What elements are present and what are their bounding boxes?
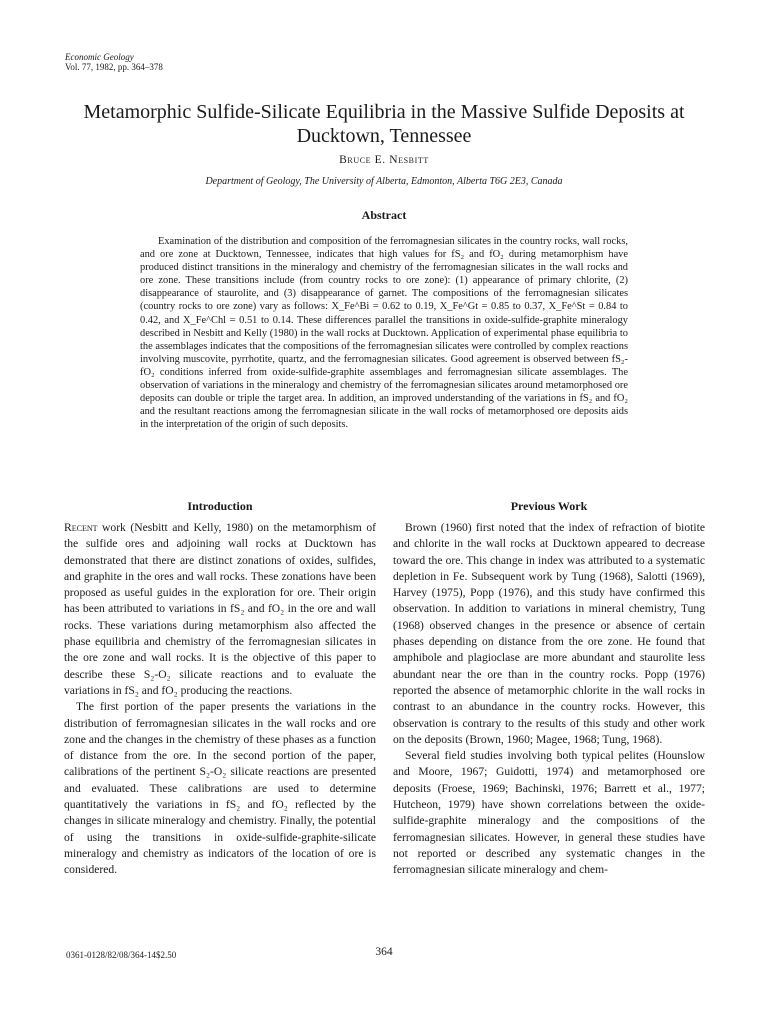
abstract-body (140, 235, 628, 431)
journal-volume: Vol. 77, 1982, pp. 364–378 (65, 62, 163, 72)
abstract-heading: Abstract (361, 208, 407, 222)
article-code: 0361-0128/82/08/364-14$2.50 (66, 950, 177, 960)
abstract-text: Examination of the distribution and composition of the ferromagnesian silicates in the country rocks, wall rocks, and ore zone at Ducktown, Tennessee, indicates that high values for fS₂ and fO₂ during metamorphism have produced distinct transitions in the mineralogy and chemistry of the ferromagnesian silicates in the wall rocks and ore zone. These transitions include (from country rocks to ore zone): (1) appearance of primary chlorite, (2) disappearance of staurolite, and (3) disappearance of garnet. The compositions of the ferromagnesian silicates (country rocks to ore zone) vary as follows: X_Fe^Bi = 0.62 to 0.19, X_Fe^Gt = 0.85 to 0.37, X_Fe^St = 0.84 to 0.42, and X_Fe^Chl = 0.51 to 0.14. These differences parallel the transitions in oxide-sulfide-graphite mineralogy described in Nesbitt and Kelly (1980) in the wall rocks at Ducktown. Application of experimental phase equilibria to the assemblages indicates that the compositions of the ferromagnesian silicates were controlled by complex reactions involving muscovite, pyrrhotite, quartz, and the ferromagnesian silicates. Good agreement is observed between fS₂-fO₂ conditions inferred from oxide-sulfide-graphite assemblages and ferromagnesian silicate assemblages. The observation of variations in the mineralogy and chemistry of the ferromagnesian silicates around metamorphosed ore deposits can double or triple the target area. In addition, an improved understanding of the variations in fS₂ and fO₂ and the resultant reactions among the ferromagnesian silicate in the wall rocks of metamorphosed ore deposits aids in the interpretation of the origin of such deposits. (140, 236, 628, 431)
previous-work-column (393, 498, 705, 879)
introduction-paragraph-2: The first portion of the paper presents the variations in the distribution of ferromagnesian silicates in the wall rocks and ore zone and the changes in the chemistry of these phases as a function of distance from the ore. In the second portion of the paper, calibrations of the pertinent S₂-O₂ silicate reactions are presented and evaluated. These calibrations are used to determine quantitatively the variations in fS₂ and fO₂ reflected by the changes in silicate mineralogy and chemistry. Finally, the potential of using the transitions in oxide-sulfide-graphite-silicate mineralogy and chemistry as indicators of the location of ore is considered. (64, 700, 376, 877)
previous-work-heading: Previous Work (510, 499, 588, 513)
introduction-paragraph-1-text: work (Nesbitt and Kelly, 1980) on the metamorphism of the sulfide ores and adjoining wall rocks at Ducktown has demonstrated that there are distinct zonations of oxides, sulfides, and graphite in the ores and wall rocks. These zonations have been proposed as useful guides in the exploration for ore. Their origin has been attributed to variations in fS₂ and fO₂ in the ore and wall rocks. These variations during metamorphism also affected the phase equilibria and chemistry of the ferromagnesian silicates in the ore zone and wall rocks. It is the objective of this paper to describe these S₂-O₂ silicate reactions and to evaluate the variations in fS₂ and fO₂ producing the reactions. (64, 521, 376, 697)
lead-word: Recent (64, 521, 98, 534)
previous-work-paragraph-2: Several field studies involving both typical pelites (Hounslow and Moore, 1967; Guidotti, 1974) and metamorphosed ore deposits (Froese, 1969; Bachinski, 1976; Barrett et al., 1977; Hutcheon, 1979) have shown correlations between the oxide-sulfide-graphite mineralogy and the compositions of the ferromagnesian silicates. However, in general these studies have not reported or described any systematic changes in the ferromagnesian silicate mineralogy and chem- (393, 749, 705, 877)
page-number: 364 (375, 946, 393, 958)
introduction-column (64, 498, 376, 879)
author-name: Bruce E. Nesbitt (339, 154, 429, 166)
introduction-heading: Introduction (187, 499, 253, 513)
paper-title: Metamorphic Sulfide-Silicate Equilibria in the Massive Sulfide Deposits at Ducktown, Tennessee (83, 101, 685, 147)
previous-work-paragraph-1: Brown (1960) first noted that the index of refraction of biotite and chlorite in the wall rocks at Ducktown appeared to decrease toward the ore. This change in index was attributed to a systematic depletion in Fe. Subsequent work by Tung (1968), Salotti (1969), Harvey (1975), Popp (1976), and this study have confirmed this observation. In addition to variations in mineral chemistry, Tung (1968) observed changes in the presence or absence of certain phases depending on distance from the ore zone. He found that amphibole and plagioclase are more abundant and staurolite less abundant near the ore than in the country rocks. Popp (1976) reported the absence of metamorphic chlorite in the wall rocks in contrast to an abundance in the country rocks. However, this observation is contrary to the results of this study and other work on the deposits (Brown, 1960; Magee, 1968; Tung, 1968). (393, 521, 705, 746)
journal-citation (65, 52, 163, 72)
author-affiliation: Department of Geology, The University of Alberta, Edmonton, Alberta T6G 2E3, Canada (205, 176, 563, 187)
journal-name: Economic Geology (65, 52, 134, 62)
introduction-paragraph-1 (64, 520, 376, 699)
